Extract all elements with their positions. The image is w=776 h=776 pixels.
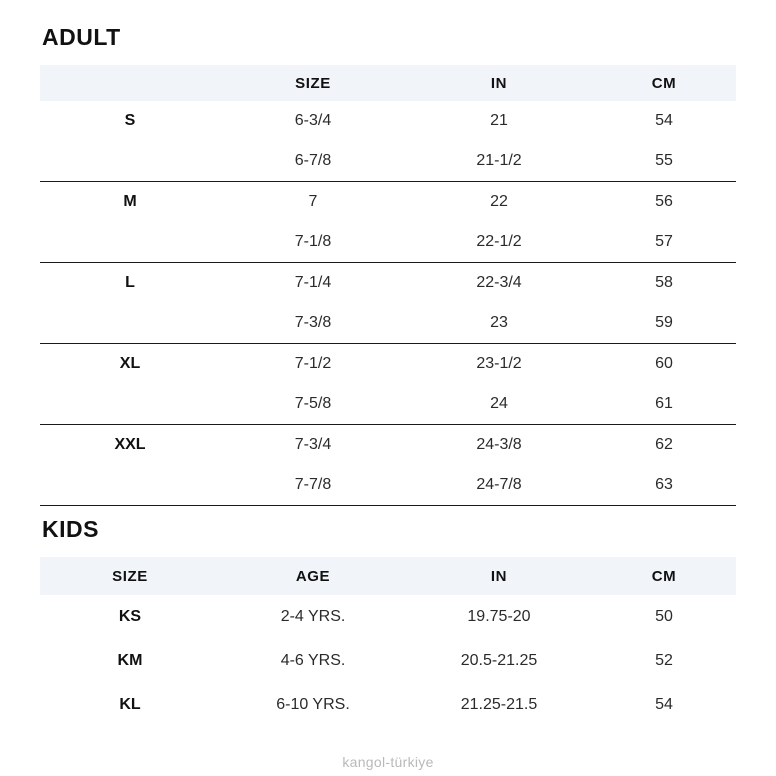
- row-in: 21: [490, 112, 508, 129]
- row-cm: 54: [655, 112, 673, 129]
- row-cm: 56: [655, 193, 673, 210]
- row-label: [40, 141, 220, 182]
- table-row: [40, 101, 736, 141]
- table-row: [40, 222, 736, 263]
- table-row: [40, 384, 736, 425]
- row-in: 24-3/8: [476, 436, 522, 453]
- row-cm: 58: [655, 274, 673, 291]
- table-row: [40, 595, 736, 639]
- row-in: 19.75-20: [467, 608, 531, 625]
- row-label: XXL: [114, 436, 146, 453]
- row-cm: 61: [592, 384, 736, 425]
- row-size: 7-3/8: [220, 303, 406, 344]
- row-label: [40, 465, 220, 506]
- row-label: [40, 303, 220, 344]
- adult-table-header: [40, 65, 736, 101]
- row-label: KL: [119, 696, 141, 713]
- row-in: 23: [406, 303, 592, 344]
- table-row: [40, 303, 736, 344]
- adult-header-cm: CM: [592, 65, 736, 101]
- row-cm: 55: [592, 141, 736, 182]
- kids-header-cm: CM: [592, 557, 736, 595]
- adult-header-in: IN: [406, 65, 592, 101]
- table-row: [40, 639, 736, 683]
- row-size: 7: [308, 193, 318, 210]
- table-row: [40, 425, 736, 466]
- row-in: 22-1/2: [406, 222, 592, 263]
- row-in: 21.25-21.5: [460, 696, 538, 713]
- table-row: [40, 263, 736, 304]
- kids-table-body: [40, 595, 736, 727]
- row-in: 21-1/2: [406, 141, 592, 182]
- watermark: kangol-türkiye: [342, 754, 434, 770]
- row-cm: 62: [655, 436, 673, 453]
- row-size: 7-3/4: [294, 436, 332, 453]
- row-in: 23-1/2: [476, 355, 522, 372]
- row-label: [40, 384, 220, 425]
- row-size: 6-7/8: [220, 141, 406, 182]
- row-age: 6-10 YRS.: [276, 696, 350, 713]
- row-label: KS: [118, 608, 142, 625]
- row-size: 6-3/4: [294, 112, 332, 129]
- row-label: L: [125, 274, 135, 291]
- table-row: [40, 141, 736, 182]
- adult-section-title: ADULT: [42, 24, 121, 50]
- row-in: 24: [406, 384, 592, 425]
- row-size: 7-1/4: [294, 274, 332, 291]
- adult-header-blank: [40, 65, 220, 101]
- table-header-row: [40, 65, 736, 101]
- row-label: [40, 222, 220, 263]
- row-cm: 52: [655, 652, 673, 669]
- row-size: 7-5/8: [220, 384, 406, 425]
- kids-size-table: [40, 557, 736, 727]
- kids-header-size: SIZE: [40, 557, 220, 595]
- table-row: [40, 182, 736, 223]
- adult-header-size: SIZE: [220, 65, 406, 101]
- row-label: XL: [119, 355, 141, 372]
- row-cm: 59: [592, 303, 736, 344]
- row-label: M: [123, 193, 137, 210]
- row-in: 22-3/4: [476, 274, 522, 291]
- row-age: 4-6 YRS.: [280, 652, 346, 669]
- row-size: 7-1/8: [220, 222, 406, 263]
- row-label: KM: [117, 652, 143, 669]
- table-row: [40, 344, 736, 385]
- row-size: 7-7/8: [220, 465, 406, 506]
- row-age: 2-4 YRS.: [280, 608, 346, 625]
- row-label: S: [124, 112, 136, 129]
- row-cm: 60: [655, 355, 673, 372]
- row-in: 22: [490, 193, 508, 210]
- adult-table-body: [40, 101, 736, 506]
- row-cm: 54: [655, 696, 673, 713]
- row-in: 20.5-21.25: [460, 652, 538, 669]
- table-row: [40, 683, 736, 727]
- row-cm: 57: [592, 222, 736, 263]
- kids-section-title: KIDS: [42, 516, 99, 542]
- row-in: 24-7/8: [406, 465, 592, 506]
- row-cm: 63: [592, 465, 736, 506]
- adult-size-table: [40, 65, 736, 506]
- table-header-row: [40, 557, 736, 595]
- table-row: [40, 465, 736, 506]
- row-size: 7-1/2: [294, 355, 332, 372]
- kids-header-age: AGE: [220, 557, 406, 595]
- row-cm: 50: [655, 608, 673, 625]
- kids-table-header: [40, 557, 736, 595]
- kids-header-in: IN: [406, 557, 592, 595]
